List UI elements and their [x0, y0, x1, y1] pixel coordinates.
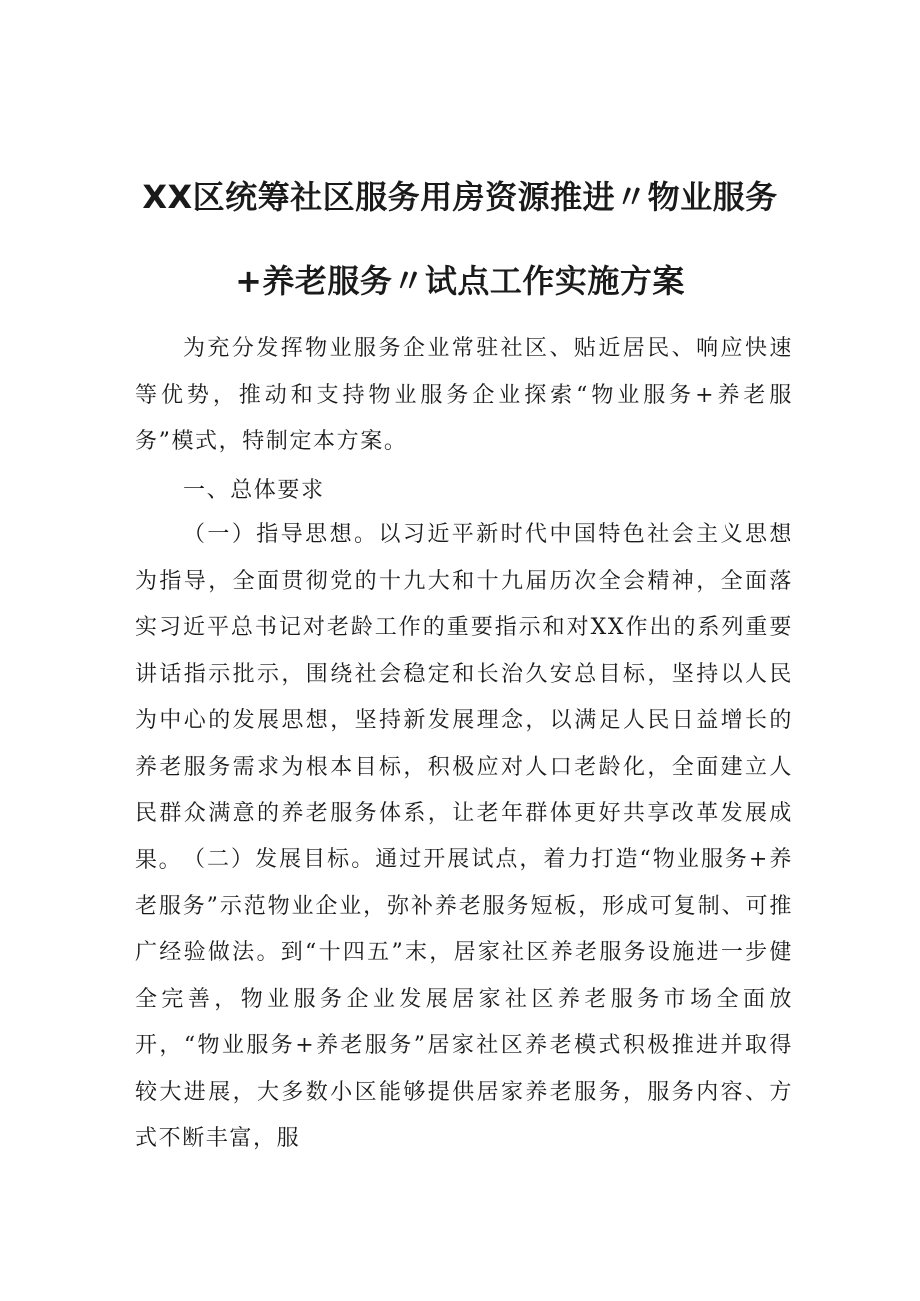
section-heading-1: 一、总体要求	[183, 478, 325, 503]
intro-paragraph: 为充分发挥物业服务企业常驻社区、贴近居民、响应快速等优势，推动和支持物业服务企业探索“物业服务+养老服务”模式，特制定本方案。	[135, 336, 793, 454]
document-title-line-2: +养老服务〃试点工作实施方案	[235, 262, 685, 300]
document-title-line-1: XX区统筹社区服务用房资源推进〃物业服务	[142, 178, 778, 216]
section-2-paragraph: （二）发展目标。通过开展试点，着力打造“物业服务+养老服务”示范物业企业，弥补养老服务短板，形成可复制、可推广经验做法。到“十四五”末，居家社区养老服务设施进一步健全完善，物业服务企业发展居家社区养老服务市场全面放开，“物业服务+养老服务”居家社区养老模式积极推进并取得较大进展，大多数小区能够提供居家养老服务，服务内容、方式不断丰富，服	[135, 847, 793, 1151]
section-1-paragraph: （一）指导思想。以习近平新时代中国特色社会主义思想为指导，全面贯彻党的十九大和十九届历次全会精神，全面落实习近平总书记对老龄工作的重要指示和对XX作出的系列重要讲话指示批示，围绕社会稳定和长治久安总目标，坚持以人民为中心的发展思想，坚持新发展理念，以满足人民日益增长的养老服务需求为根本目标，积极应对人口老龄化，全面建立人民群众满意的养老服务体系，让老年群体更好共享改革发展成果。	[135, 522, 793, 873]
